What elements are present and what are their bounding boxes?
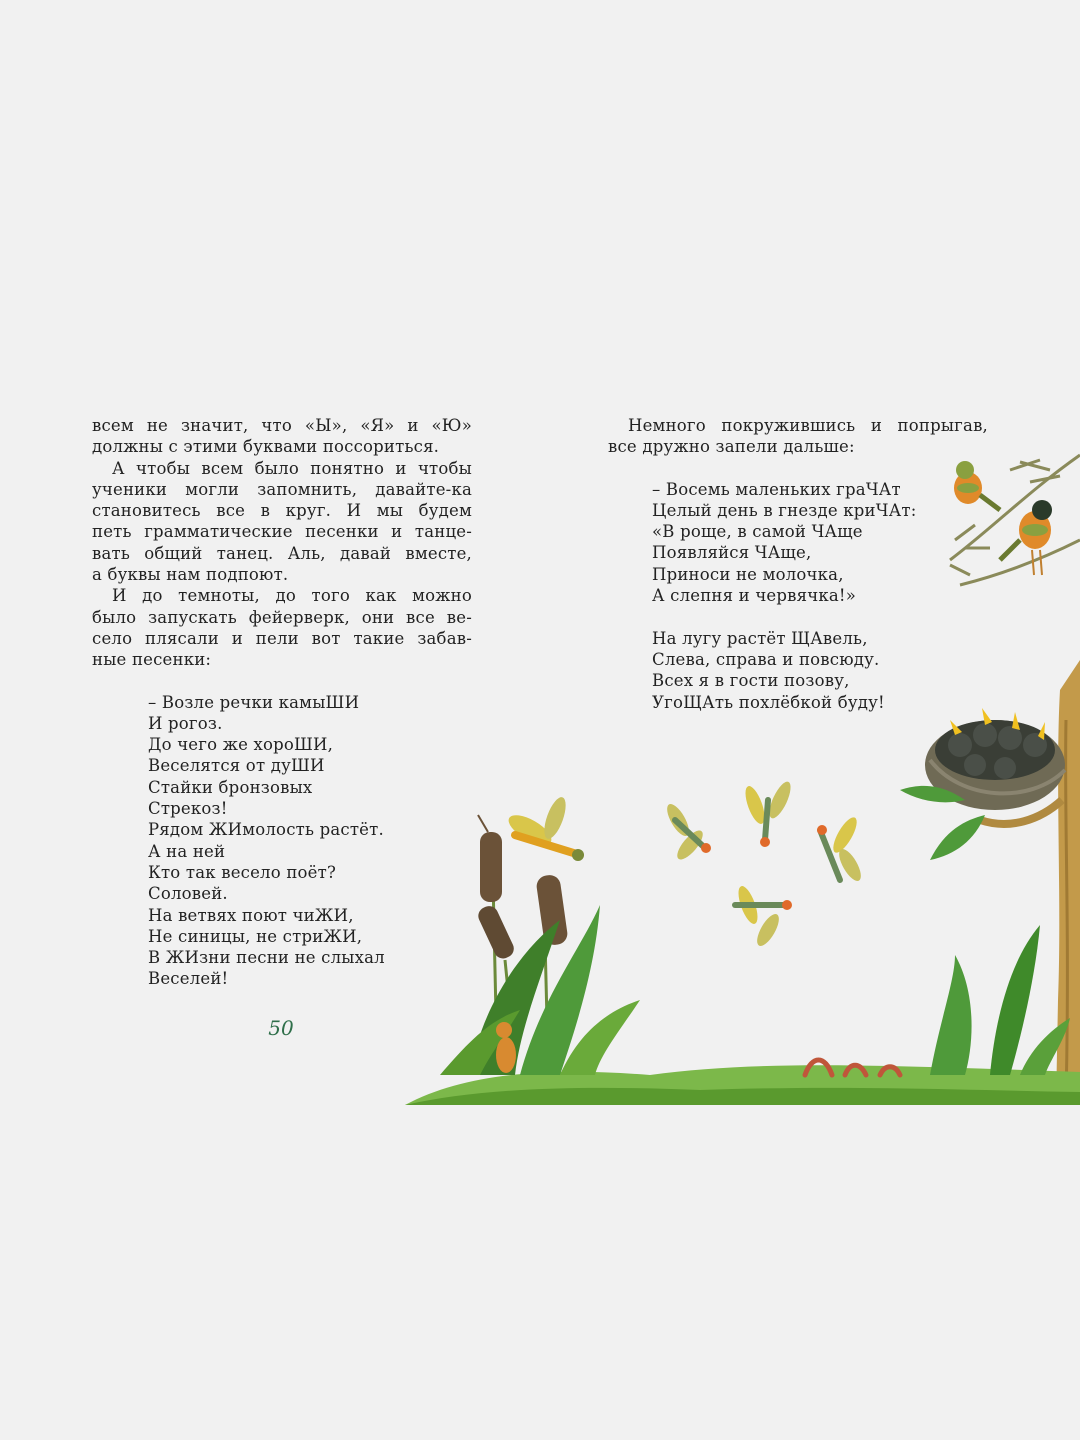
paragraph-line: И до темноты, до того как можно (112, 586, 472, 606)
poem-line: Соловей. (148, 884, 228, 904)
tree-icon (980, 660, 1080, 1105)
leaf-icon (900, 786, 985, 860)
paragraph-line: петь грамматические песенки и танце- (92, 522, 472, 542)
poem-line: Стрекоз! (148, 799, 228, 819)
bird-icon (1000, 500, 1052, 575)
poem-line: Веселей! (148, 969, 229, 989)
paragraph-line: должны с этими буквами поссориться. (92, 437, 440, 457)
poem-line: И рогоз. (148, 713, 223, 733)
poem-line: Появляйся ЧАще, (652, 543, 812, 563)
dragonfly-icon (742, 779, 795, 847)
poem-line: На лугу растёт ЩАвель, (652, 628, 868, 648)
nest-icon (925, 708, 1065, 810)
paragraph-line: ные песенки: (92, 650, 212, 670)
poem-line: Не синицы, не стриЖИ, (148, 926, 363, 946)
paragraph-line: село плясали и пели вот такие забав- (92, 628, 472, 648)
paragraph-line: А чтобы всем было понятно и чтобы (112, 458, 472, 478)
poem-line: Слева, справа и повсюду. (652, 649, 880, 669)
poem-line: «В роще, в самой ЧАще (652, 522, 863, 542)
paragraph-line: Немного покружившись и попрыгав, (628, 416, 988, 435)
poem-line: На ветвях поют чиЖИ, (148, 905, 354, 925)
paragraph-line: было запускать фейерверк, они все ве- (92, 607, 472, 627)
poem-line: Кто так весело поёт? (148, 862, 336, 882)
poem-line: А слепня и червячка!» (652, 586, 857, 606)
dragonfly-icon (735, 884, 792, 949)
poem-line: Всех я в гости позову, (652, 671, 850, 691)
poem-line: До чего же хороШИ, (148, 735, 334, 755)
paragraph-line: вать общий танец. Аль, давай вместе, (92, 543, 472, 563)
paragraph-line: все дружно запели дальше: (608, 437, 855, 457)
dragonfly-icon (817, 814, 865, 884)
poem-line: Целый день в гнезде криЧАт: (652, 500, 917, 520)
poem-line: УгоЩАть похлёбкой буду! (652, 692, 885, 712)
caterpillar-icon (496, 1022, 516, 1073)
page-number: 50 (268, 1016, 294, 1040)
paragraph-line: становитесь все в круг. И мы будем (92, 501, 472, 521)
cattail-icon (475, 815, 568, 1060)
stanza-gap (652, 606, 988, 627)
paragraph-line: ученики могли запомнить, давайте-ка (92, 479, 472, 499)
paragraph-line: а буквы нам подпоют. (92, 565, 289, 585)
poem-line: – Восемь маленьких граЧАт (652, 479, 901, 499)
poem-line: Приноси не молочка, (652, 564, 844, 584)
poem-line: Рядом ЖИмолость растёт. (148, 820, 384, 840)
right-page-text (608, 415, 988, 713)
poem-line: – Возле речки камыШИ (148, 692, 360, 712)
left-page-text (92, 415, 472, 990)
poem-line: Стайки бронзовых (148, 777, 313, 797)
poem-line: Веселятся от дуШИ (148, 756, 325, 776)
dragonfly-icon (663, 801, 711, 863)
paragraph-line: всем не значит, что «Ы», «Я» и «Ю» (92, 416, 472, 435)
right-poem-stanza-1 (652, 479, 988, 713)
poem-line: В ЖИзни песни не слыхал (148, 948, 385, 968)
grass-icon (405, 905, 1080, 1105)
worm-icon (805, 1060, 900, 1075)
left-poem (148, 692, 472, 990)
dragonfly-icon (504, 795, 584, 861)
poem-line: А на ней (148, 841, 226, 861)
